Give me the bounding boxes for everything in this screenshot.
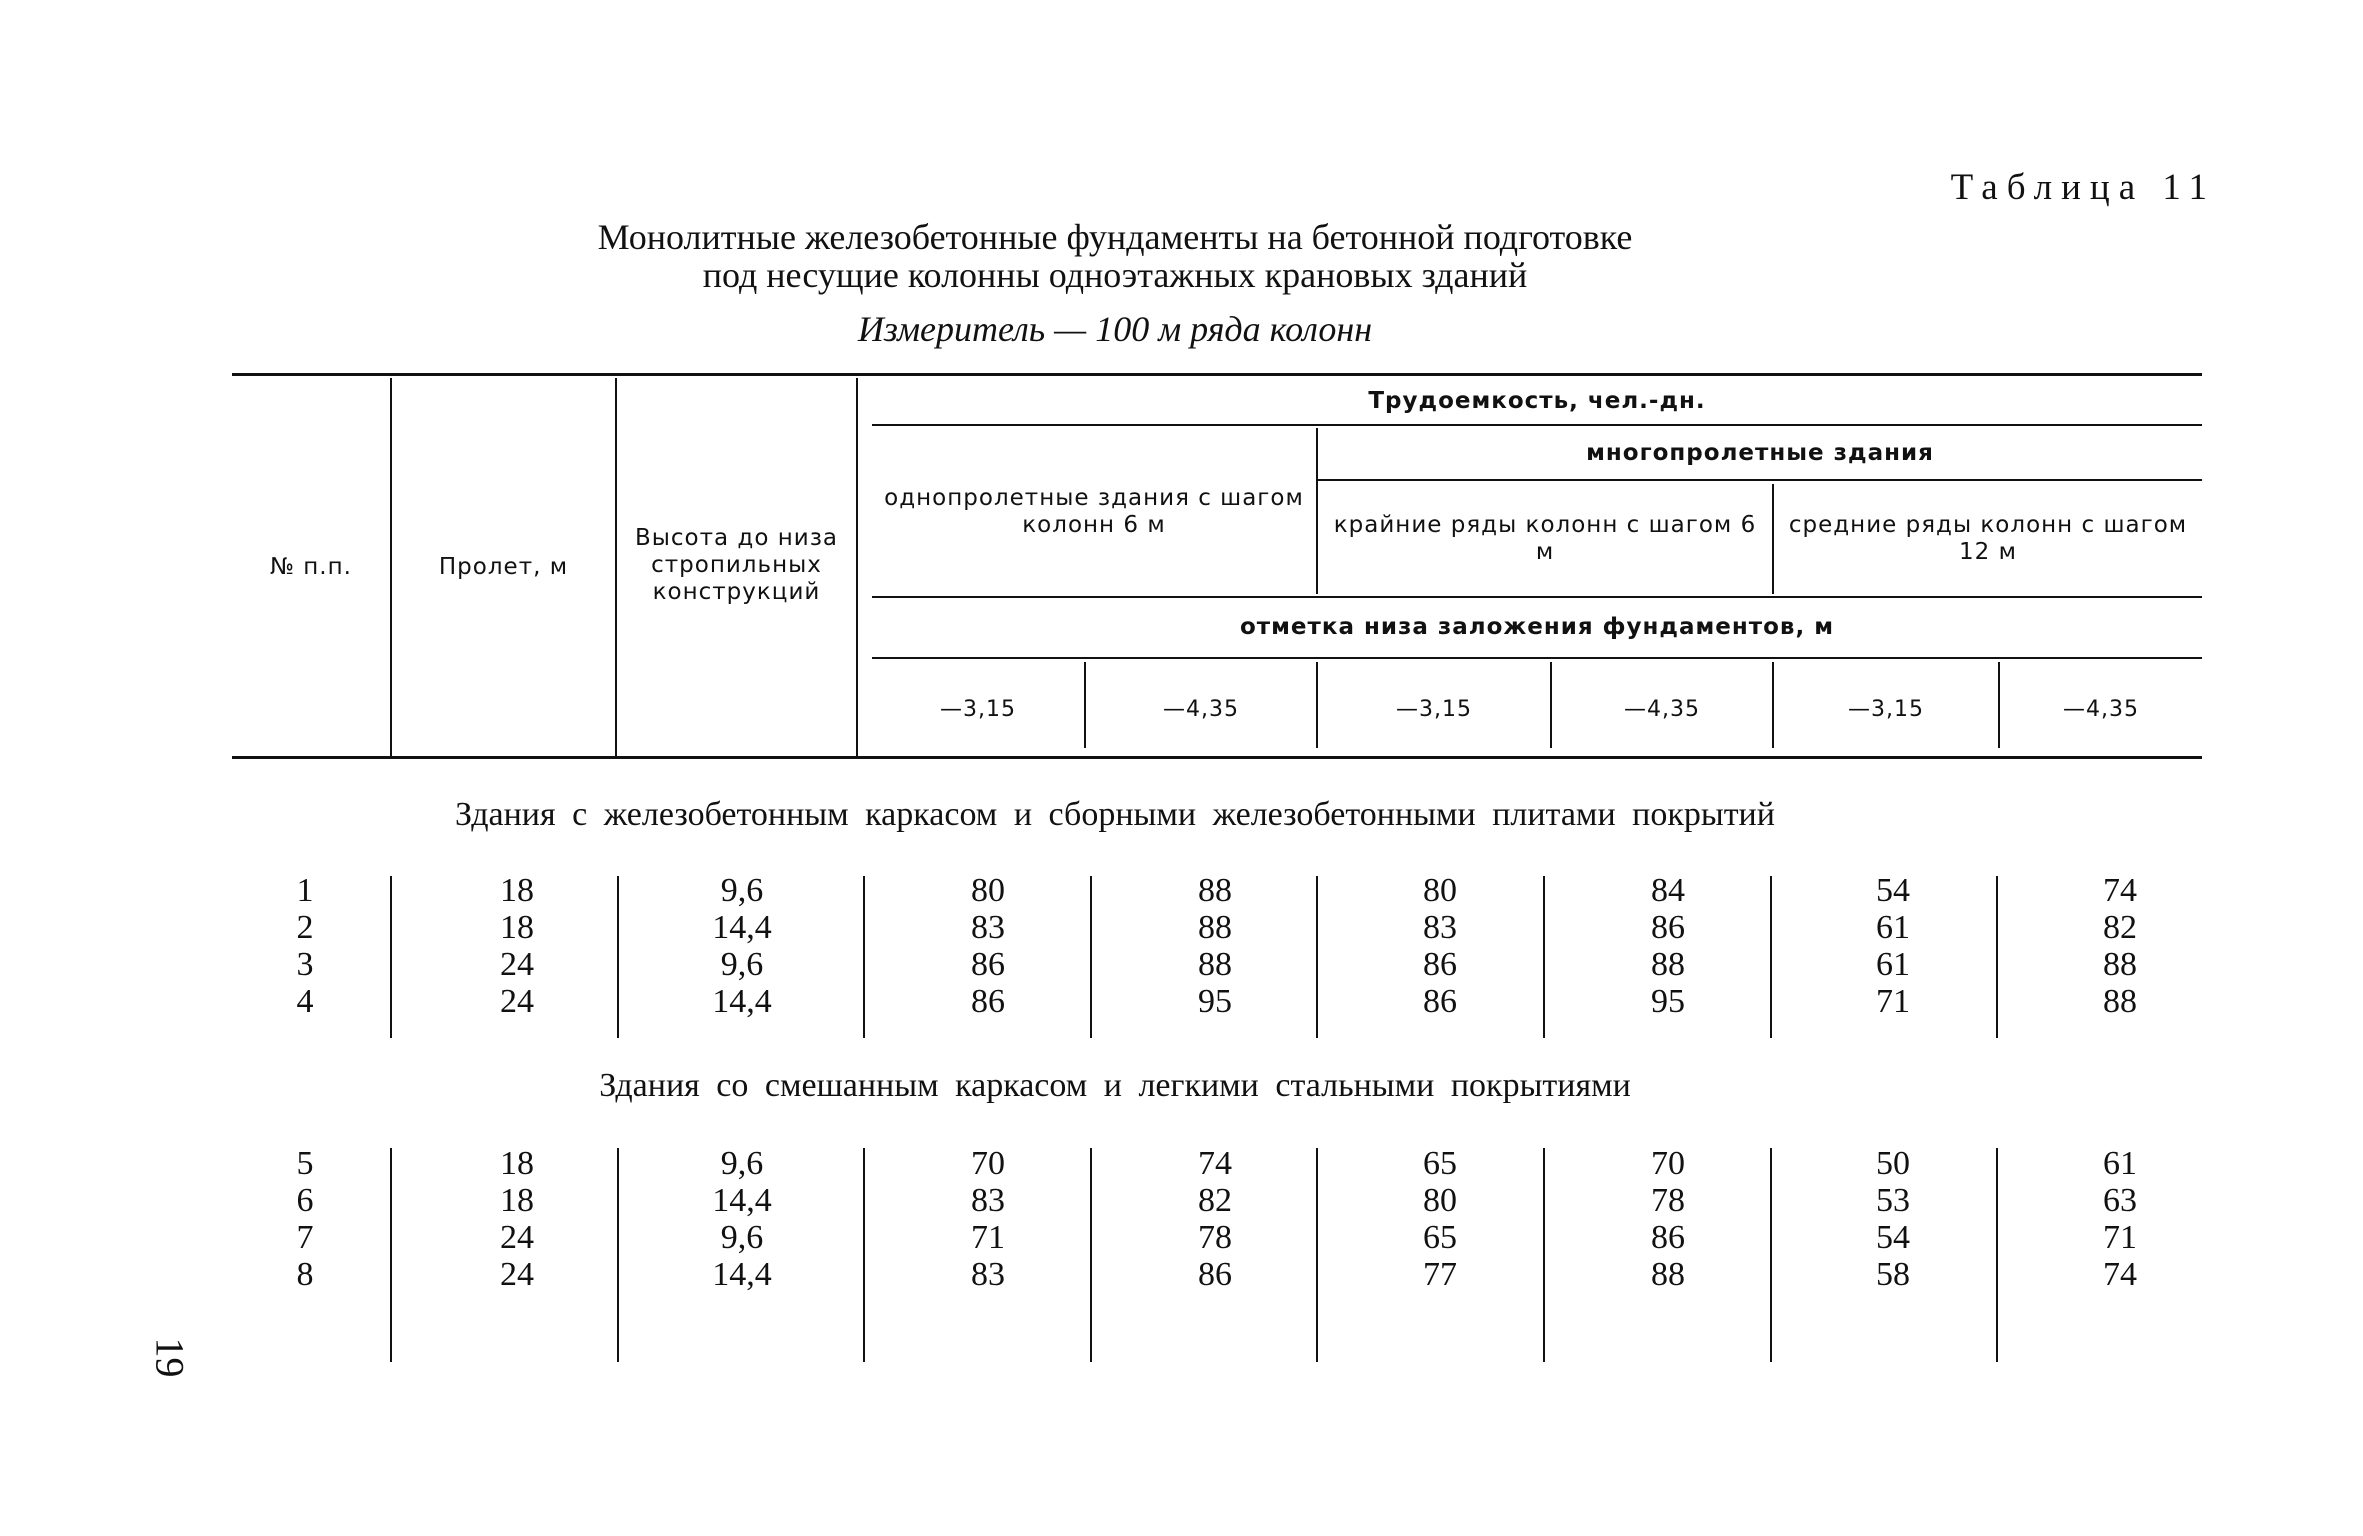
table-cell: 24: [500, 983, 534, 1020]
table-cell: 80: [1423, 872, 1457, 909]
table-cell: 82: [2103, 909, 2137, 946]
table-cell: 18: [500, 872, 534, 909]
table-cell: 80: [971, 872, 1005, 909]
table-cell: 18: [500, 1145, 534, 1182]
body-vline: [1316, 876, 1318, 1038]
table-cell: 8: [296, 1256, 314, 1293]
table-cell: 88: [2103, 983, 2137, 1020]
header-vline-3: [856, 378, 858, 756]
table-cell: 77: [1423, 1256, 1457, 1293]
table-cell: 24: [500, 946, 534, 983]
table-cell: 54: [1876, 1219, 1910, 1256]
table-cell: 88: [1198, 872, 1232, 909]
table-cell: 65: [1423, 1219, 1457, 1256]
table-cell: 71: [1876, 983, 1910, 1020]
body-vline: [1316, 1148, 1318, 1362]
table-cell: 2: [296, 909, 314, 946]
table-cell: 82: [1198, 1182, 1232, 1219]
table-cell: 61: [1876, 946, 1910, 983]
table-cell: 4: [296, 983, 314, 1020]
section-title: Здания с железобетонным каркасом и сборными железобетонными плитами покрытий: [455, 796, 1775, 833]
table-cell: 83: [971, 1256, 1005, 1293]
body-vline: [1770, 876, 1772, 1038]
labor-rule: [872, 424, 2202, 426]
header-single-span: однопролетные здания с шагом колонн 6 м: [884, 485, 1304, 538]
table-cell: 18: [500, 1182, 534, 1219]
mark-value: —3,15: [1396, 696, 1472, 722]
table-cell: 84: [1651, 872, 1685, 909]
header-labor: Трудоемкость, чел.-дн.: [1368, 387, 1706, 414]
table-cell: 80: [1423, 1182, 1457, 1219]
mark-value: —4,35: [2063, 696, 2139, 722]
multi-span-rule: [1318, 479, 2202, 481]
body-vline: [1770, 1148, 1772, 1362]
table-cell: 9,6: [720, 946, 764, 983]
table-cell: 86: [971, 946, 1005, 983]
table-cell: 61: [1876, 909, 1910, 946]
body-vline: [617, 876, 619, 1038]
table-cell: 5: [296, 1145, 314, 1182]
table-cell: 86: [1198, 1256, 1232, 1293]
table-cell: 74: [1198, 1145, 1232, 1182]
table-cell: 50: [1876, 1145, 1910, 1182]
body-vline: [863, 1148, 865, 1362]
header-span: Пролет, м: [438, 553, 569, 580]
title-line-1: Монолитные железобетонные фундаменты на бетонной подготовке: [597, 217, 1633, 257]
mark-value: —3,15: [940, 696, 1016, 722]
table-cell: 86: [1423, 983, 1457, 1020]
table-cell: 14,4: [712, 1182, 772, 1219]
section-title: Здания со смешанным каркасом и легкими стальными покрытиями: [599, 1067, 1631, 1104]
header-outer-rows: крайние ряды колонн с шагом 6 м: [1333, 512, 1757, 565]
mark-value: —3,15: [1848, 696, 1924, 722]
mark-value: —4,35: [1163, 696, 1239, 722]
table-cell: 95: [1198, 983, 1232, 1020]
title-line-2: под несущие колонны одноэтажных крановых зданий: [702, 255, 1528, 295]
table-cell: 9,6: [720, 1219, 764, 1256]
table-cell: 86: [1423, 946, 1457, 983]
measure-unit: Измеритель — 100 м ряда колонн: [857, 309, 1373, 349]
body-vline: [1090, 876, 1092, 1038]
table-cell: 86: [971, 983, 1005, 1020]
page-number: 19: [147, 1337, 193, 1378]
table-cell: 74: [2103, 1256, 2137, 1293]
header-number: № п.п.: [270, 553, 352, 580]
table-cell: 95: [1651, 983, 1685, 1020]
table-cell: 83: [971, 1182, 1005, 1219]
table-cell: 14,4: [712, 1256, 772, 1293]
table-cell: 88: [1198, 909, 1232, 946]
body-vline: [863, 876, 865, 1038]
table-cell: 18: [500, 909, 534, 946]
table-cell: 14,4: [712, 983, 772, 1020]
table-cell: 88: [1651, 1256, 1685, 1293]
table-cell: 7: [296, 1219, 314, 1256]
table-title: [420, 218, 1810, 294]
table-cell: 58: [1876, 1256, 1910, 1293]
header-multi-span: многопролетные здания: [1586, 440, 1934, 466]
table-cell: 14,4: [712, 909, 772, 946]
mark-rule-bottom: [872, 657, 2202, 659]
body-vline: [617, 1148, 619, 1362]
table-cell: 54: [1876, 872, 1910, 909]
table-cell: 88: [1651, 946, 1685, 983]
table-cell: 3: [296, 946, 314, 983]
body-vline: [1090, 1148, 1092, 1362]
table-cell: 9,6: [720, 1145, 764, 1182]
header-bottom-rule: [232, 756, 2202, 759]
table-cell: 24: [500, 1256, 534, 1293]
table-cell: 74: [2103, 872, 2137, 909]
table-cell: 83: [971, 909, 1005, 946]
header-top-rule: [232, 373, 2202, 376]
table-cell: 63: [2103, 1182, 2137, 1219]
table-cell: 65: [1423, 1145, 1457, 1182]
table-cell: 70: [1651, 1145, 1685, 1182]
body-vline: [1543, 1148, 1545, 1362]
body-vline: [1543, 876, 1545, 1038]
header-middle-rows: средние ряды колонн с шагом 12 м: [1788, 512, 2188, 565]
table-cell: 9,6: [720, 872, 764, 909]
table-cell: 86: [1651, 909, 1685, 946]
table-cell: 78: [1651, 1182, 1685, 1219]
table-cell: 61: [2103, 1145, 2137, 1182]
body-vline: [1996, 1148, 1998, 1362]
table-cell: 6: [296, 1182, 314, 1219]
header-height: Высота до низа стропильных конструкций: [634, 524, 839, 605]
table-cell: 70: [971, 1145, 1005, 1182]
mark-value: —4,35: [1624, 696, 1700, 722]
table-cell: 86: [1651, 1219, 1685, 1256]
body-vline: [1996, 876, 1998, 1038]
table-cell: 24: [500, 1219, 534, 1256]
table-cell: 88: [2103, 946, 2137, 983]
table-cell: 71: [971, 1219, 1005, 1256]
table-cell: 88: [1198, 946, 1232, 983]
table-cell: 53: [1876, 1182, 1910, 1219]
table-label: Таблица 11: [1950, 167, 2216, 208]
table-cell: 1: [296, 872, 314, 909]
table-cell: 71: [2103, 1219, 2137, 1256]
header-depth-mark: отметка низа заложения фундаментов, м: [1239, 614, 1835, 640]
table-cell: 83: [1423, 909, 1457, 946]
table-cell: 78: [1198, 1219, 1232, 1256]
